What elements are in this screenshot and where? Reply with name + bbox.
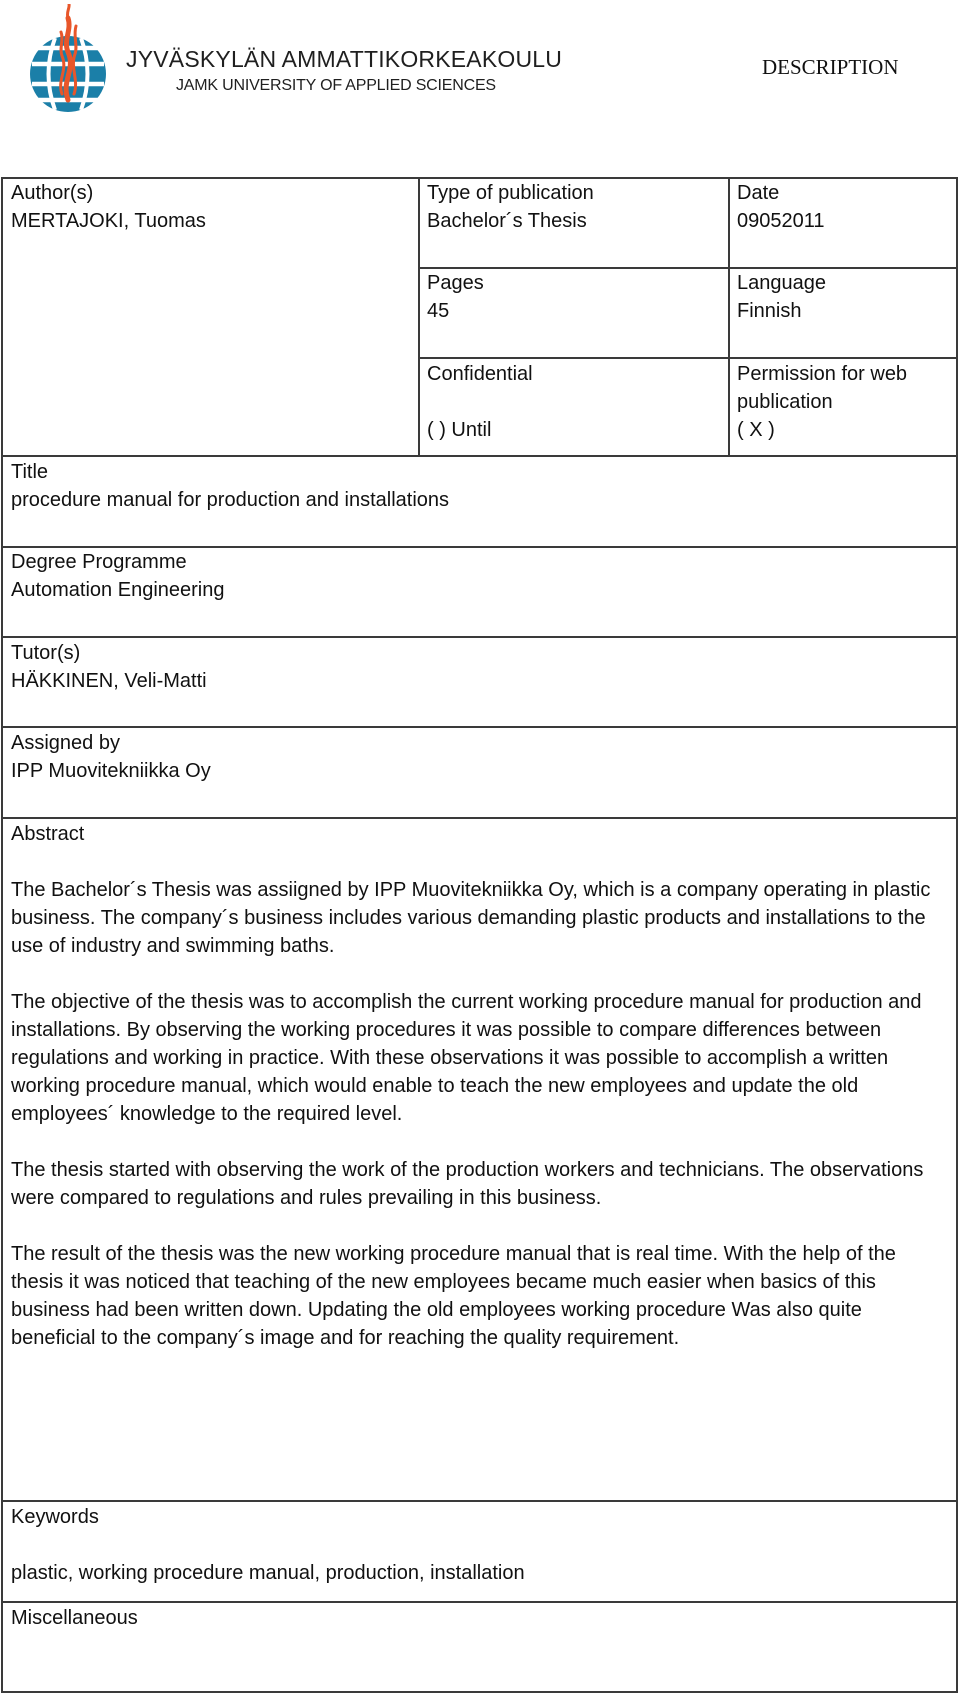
pages-value: 45 — [427, 300, 450, 322]
miscellaneous-label: Miscellaneous — [11, 1607, 138, 1629]
title-value: procedure manual for production and installations — [11, 489, 450, 511]
rule — [419, 357, 958, 359]
rule — [1, 1691, 958, 1693]
date-value: 09052011 — [737, 210, 825, 232]
language-label: Language — [737, 272, 826, 294]
tutor-label: Tutor(s) — [11, 642, 81, 664]
abstract-paragraph: The Bachelor´s Thesis was assiigned by IPP Muovitekniikka Oy, which is a company operating in plastic business. The company´s business includes various demanding plastic products and installations to the use of industry and swimming baths. — [11, 879, 931, 957]
rule — [728, 177, 730, 457]
title-label: Title — [11, 461, 49, 483]
abstract-paragraph: The objective of the thesis was to accomplish the current working procedure manual for production and installations. By observing the working procedures it was possible to compare differences between regulations and working in practice. With these observations it was possible to accomplish a written working procedure manual, which would enable to teach the new employees and update the old employees´ knowledge to the required level. — [11, 991, 922, 1125]
abstract-body — [11, 876, 951, 1380]
pages-label: Pages — [427, 272, 484, 294]
degree-programme-value: Automation Engineering — [11, 579, 225, 601]
abstract-paragraph: The result of the thesis was the new working procedure manual that is real time. With the help of the thesis it was noticed that teaching of the new employees became much easier when basics of this business had been written down. Updating the old employees working procedure Was also quite beneficial to the company´s image and for reaching the quality requirement. — [11, 1243, 896, 1349]
web-permission-value: ( X ) — [737, 419, 775, 441]
publication-type-value: Bachelor´s Thesis — [427, 210, 587, 232]
document-type: DESCRIPTION — [762, 55, 899, 79]
author-value: MERTAJOKI, Tuomas — [11, 210, 206, 232]
publication-type-label: Type of publication — [427, 182, 594, 204]
org-name-english: JAMK UNIVERSITY OF APPLIED SCIENCES — [176, 77, 496, 94]
rule — [1, 455, 958, 457]
org-name: JYVÄSKYLÄN AMMATTIKORKEAKOULU — [126, 46, 563, 72]
rule — [1, 817, 958, 819]
author-label: Author(s) — [11, 182, 94, 204]
web-permission-label: Permission for web — [737, 363, 908, 385]
assigned-by-value: IPP Muovitekniikka Oy — [11, 760, 211, 782]
rule — [1, 1500, 958, 1502]
rule — [956, 177, 958, 1693]
tutor-value: HÄKKINEN, Veli-Matti — [11, 670, 207, 692]
abstract-label: Abstract — [11, 823, 85, 845]
confidential-label: Confidential — [427, 363, 533, 385]
keywords-label: Keywords — [11, 1506, 99, 1528]
abstract-paragraph: The thesis started with observing the work of the production workers and technicians. The observations were compared to regulations and rules prevailing in this business. — [11, 1159, 924, 1209]
rule — [1, 636, 958, 638]
language-value: Finnish — [737, 300, 802, 322]
rule — [419, 267, 958, 269]
web-permission-label-line2: publication — [737, 391, 833, 413]
rule — [1, 177, 3, 1693]
date-label: Date — [737, 182, 780, 204]
rule — [1, 1601, 958, 1603]
confidential-value: ( ) Until — [427, 419, 492, 441]
keywords-value: plastic, working procedure manual, production, installation — [11, 1562, 525, 1584]
degree-programme-label: Degree Programme — [11, 551, 187, 573]
rule — [1, 726, 958, 728]
rule — [418, 177, 420, 457]
assigned-by-label: Assigned by — [11, 732, 120, 754]
